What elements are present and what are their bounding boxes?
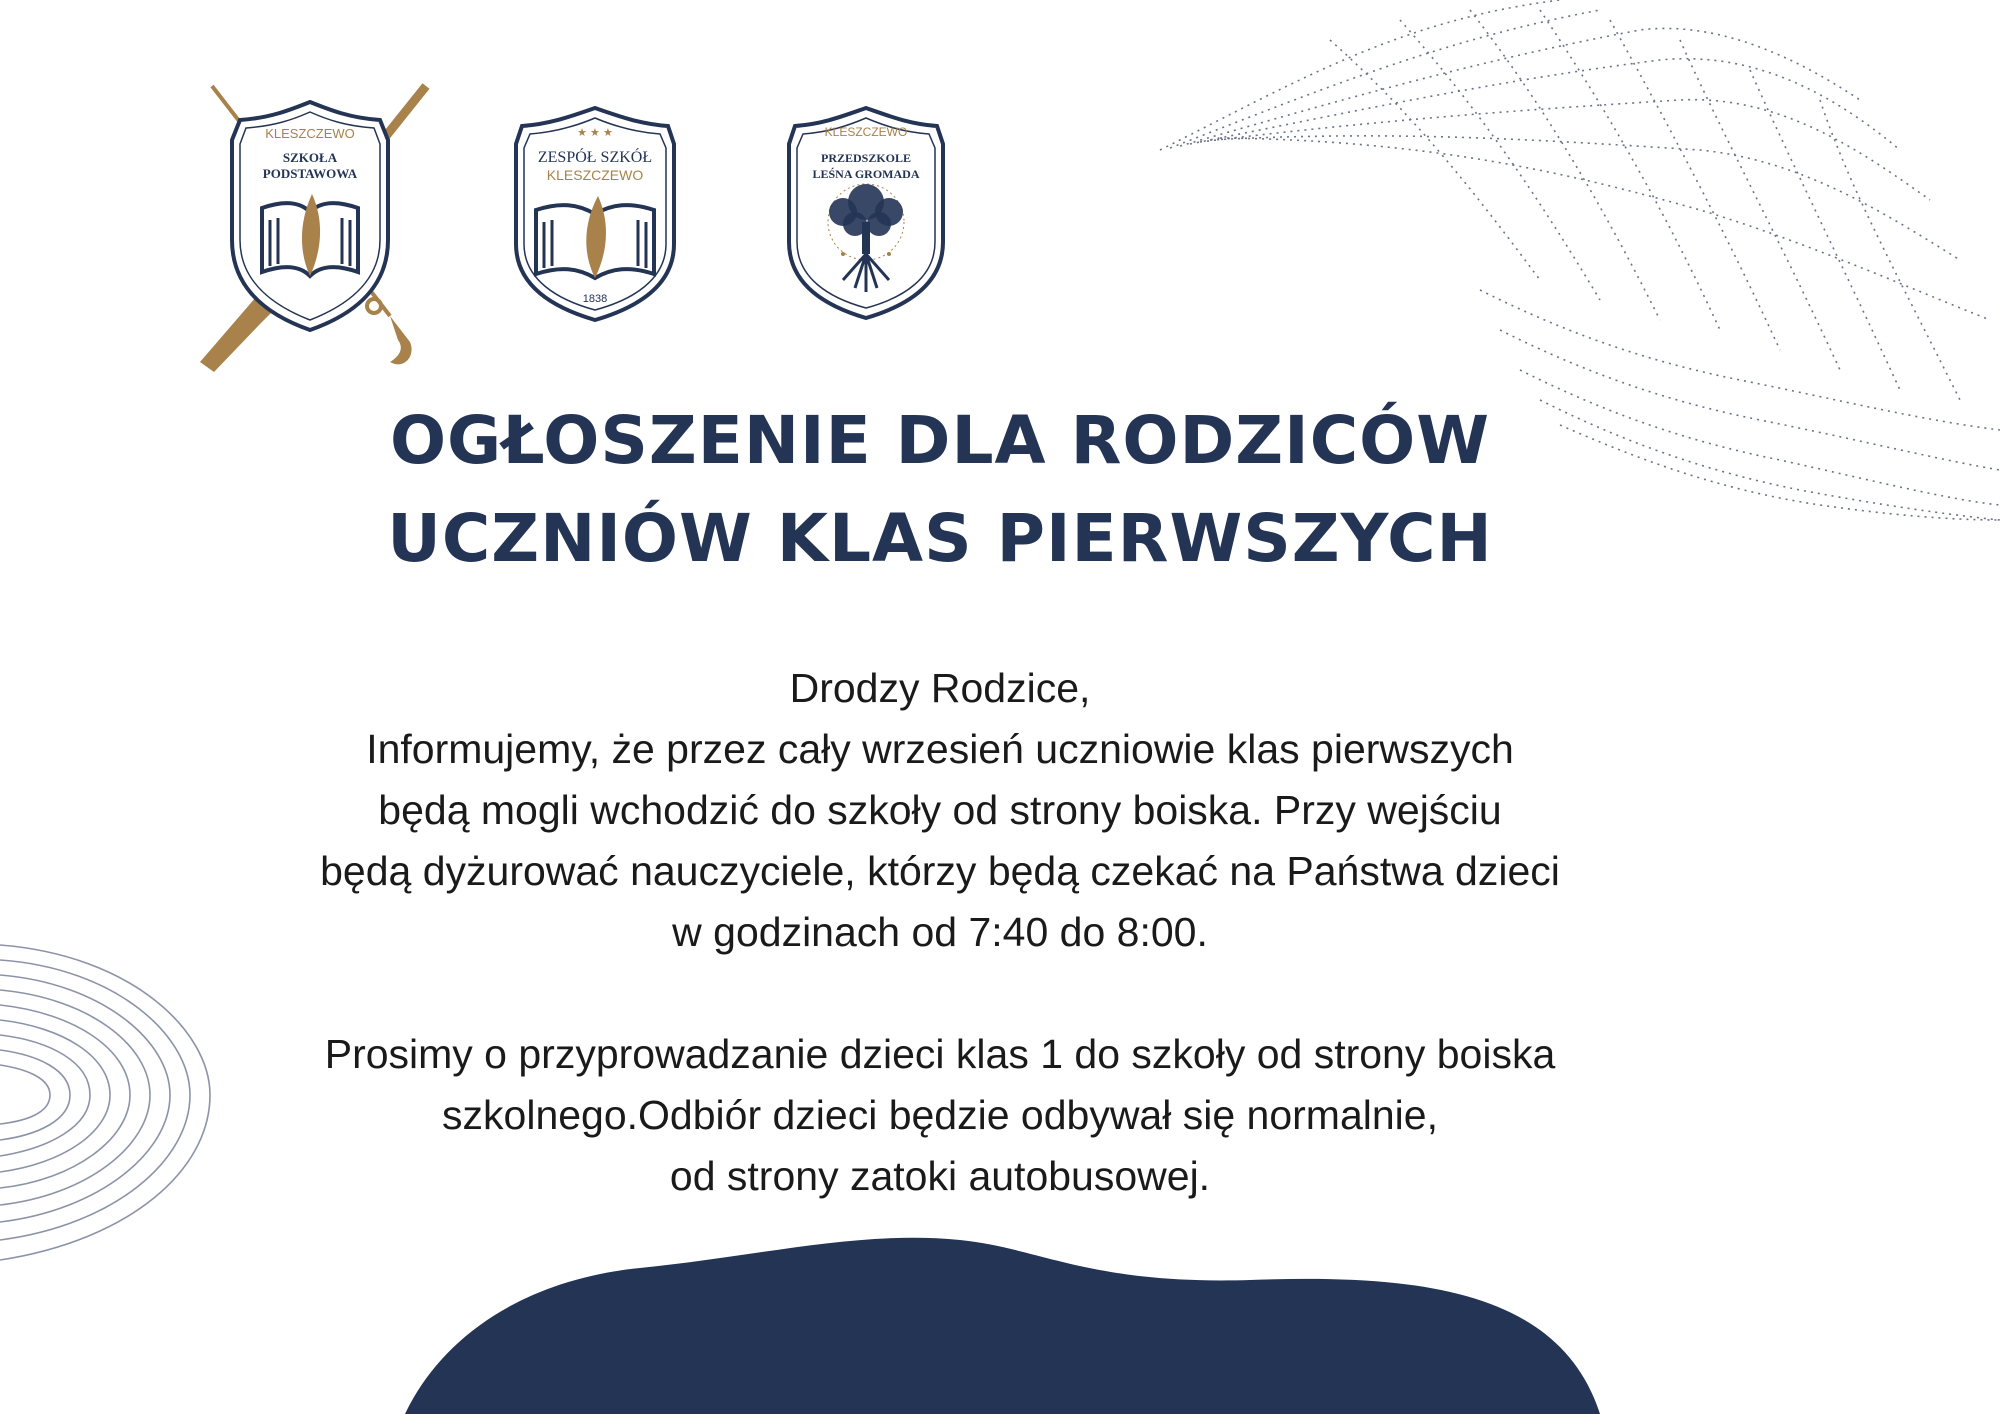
line-arcs-decoration (0, 945, 210, 1260)
headline-line-1: OGŁOSZENIE DLA RODZICÓW (389, 402, 1491, 479)
paragraph-1-line: Informujemy, że przez cały wrzesień uczniowie klas pierwszych (366, 726, 1514, 772)
logo-top-text: KLESZCZEWO (824, 125, 908, 139)
logo-top-text: ZESPÓŁ SZKÓŁ (537, 149, 653, 166)
logo-top-text: KLESZCZEWO (265, 126, 355, 141)
paragraph-1-line: będą mogli wchodzić do szkoły od strony boiska. Przy wejściu (378, 787, 1502, 833)
logo-zespol-szkol (510, 104, 680, 324)
logo-szkola-podstawowa (190, 80, 430, 380)
logo-line1: KLESZCZEWO (546, 167, 644, 183)
announcement-headline (300, 392, 1580, 588)
paragraph-spacer (220, 963, 1660, 1024)
headline-line-2: UCZNIÓW KLAS PIERWSZYCH (387, 500, 1493, 577)
logo-line1: SZKOŁA (282, 150, 338, 165)
greeting: Drodzy Rodzice, (789, 665, 1091, 711)
paragraph-2-line: od strony zatoki autobusowej. (669, 1153, 1211, 1199)
logo-line2: PODSTAWOWA (262, 166, 358, 181)
logo-line2: 1838 (582, 293, 608, 305)
paragraph-1-line: w godzinach od 7:40 do 8:00. (672, 909, 1208, 955)
navy-wave-shape (405, 1238, 1600, 1414)
stars-icon: ★ ★ ★ (577, 127, 613, 139)
paragraph-2-line: szkolnego.Odbiór dzieci będzie odbywał się normalnie, (442, 1092, 1438, 1138)
logo-line2: LEŚNA GROMADA (812, 167, 920, 181)
logo-przedszkole-lesna-gromada (783, 104, 949, 320)
paragraph-1-line: będą dyżurować nauczyciele, którzy będą czekać na Państwa dzieci (320, 848, 1560, 894)
paragraph-2-line: Prosimy o przyprowadzanie dzieci klas 1 do szkoły od strony boiska (324, 1031, 1556, 1077)
logo-line1: PRZEDSZKOLE (820, 151, 912, 165)
announcement-body (220, 658, 1660, 1207)
